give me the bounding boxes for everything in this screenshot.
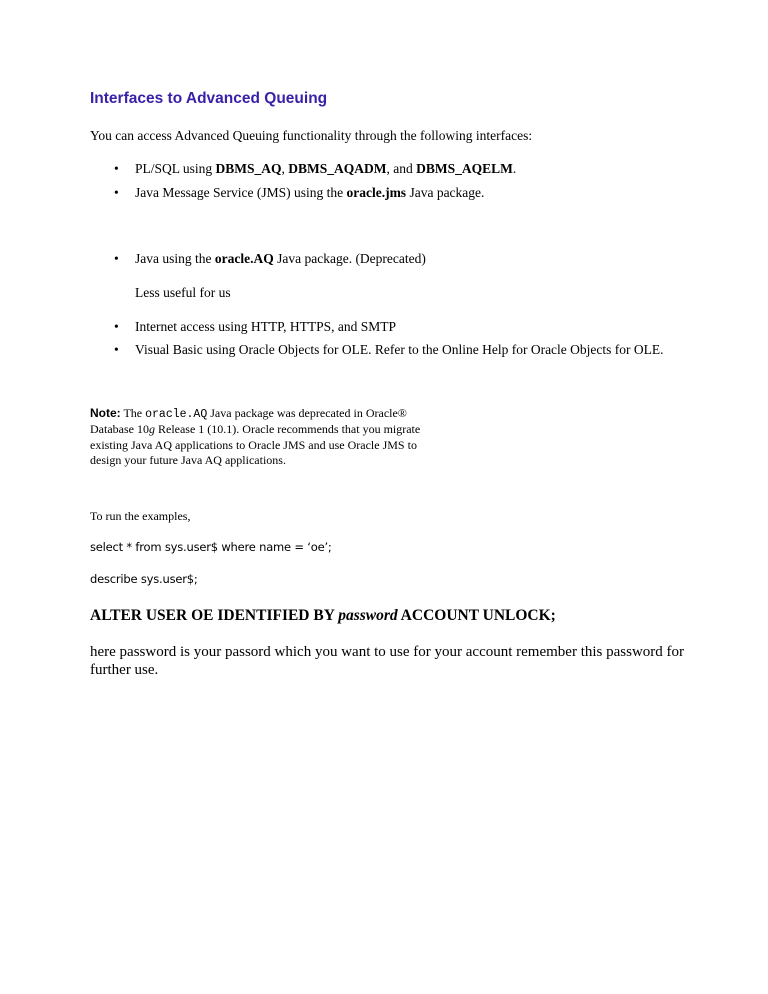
bullet-jms: Java Message Service (JMS) using the oracle.jms Java package. <box>135 185 485 200</box>
page-heading: Interfaces to Advanced Queuing <box>90 90 328 107</box>
bullet-internet: Internet access using HTTP, HTTPS, and SMTP <box>135 319 396 334</box>
sql-select-statement: select * from sys.user$ where name = ‘oe’; <box>90 540 332 554</box>
deprecation-note: Note: The oracle.AQ Java package was deprecated in Oracle® Database 10g Release 1 (10.1). Oracle recommends that you migrate existing Java AQ applications to Oracle JMS and use Oracle JMS to design your future Java AQ applications. <box>90 406 421 468</box>
bullet-marker: • <box>114 342 119 357</box>
bullet-plsql: PL/SQL using DBMS_AQ, DBMS_AQADM, and DBMS_AQELM. <box>135 161 517 176</box>
intro-text: You can access Advanced Queuing functionality through the following interfaces: <box>90 128 533 143</box>
sql-describe-statement: describe sys.user$; <box>90 572 198 586</box>
bullet-visual-basic: Visual Basic using Oracle Objects for OLE. Refer to the Online Help for Oracle Objects for OLE. <box>135 342 664 357</box>
note-label: Note: <box>90 406 121 420</box>
run-examples-text: To run the examples, <box>90 509 191 523</box>
note-code: oracle.AQ <box>145 408 208 421</box>
bullet-marker: • <box>114 319 119 334</box>
bullet-marker: • <box>114 185 119 200</box>
bullet-java-aq: Java using the oracle.AQ Java package. (Deprecated) <box>135 251 426 266</box>
password-explanation: here password is your passord which you want to use for your account remember this password for further use. <box>90 644 685 678</box>
bullet-marker: • <box>114 251 119 266</box>
less-useful-note: Less useful for us <box>135 285 231 300</box>
bullet-marker: • <box>114 161 119 176</box>
alter-user-statement: ALTER USER OE IDENTIFIED BY password ACCOUNT UNLOCK; <box>90 607 556 624</box>
